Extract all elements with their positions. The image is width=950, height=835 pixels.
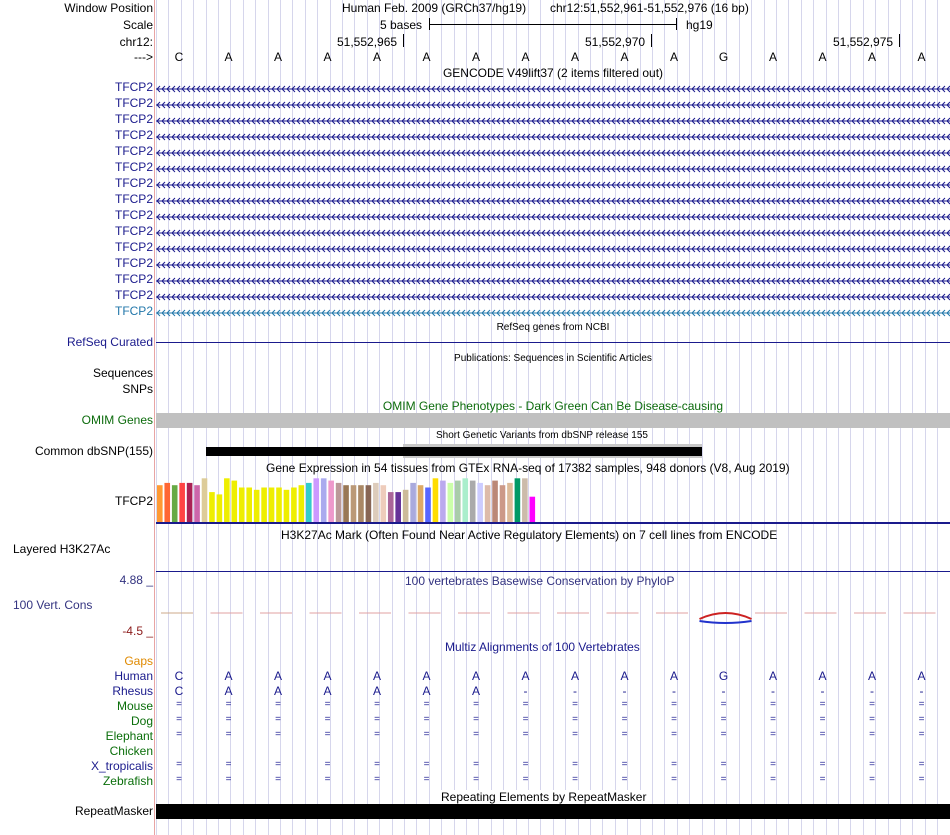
alignment-base: = [572,714,578,725]
alignment-base: A [620,669,629,683]
gencode-gene-label[interactable]: TFCP2 [114,304,153,318]
cons-trough [700,621,752,623]
alignment-base: = [770,759,776,770]
gencode-gene-label[interactable]: TFCP2 [114,256,153,270]
gtex-tissue-bar[interactable] [470,481,476,522]
base-letter: A [867,50,876,64]
alignment-base: = [176,714,182,725]
repeatmasker-bar[interactable] [156,804,950,819]
alignment-base: = [572,774,578,785]
alignment-base: A [323,684,332,698]
alignment-base: = [621,729,628,740]
gencode-transcript[interactable] [156,195,950,205]
base-letter: C [174,50,184,64]
alignment-base: = [374,699,380,710]
gtex-tissue-bar[interactable] [366,485,372,522]
alignment-base: = [225,759,232,770]
gtex-gene-label[interactable]: TFCP2 [114,494,153,508]
gtex-tissue-bar[interactable] [485,485,491,522]
multiz-title[interactable]: Multiz Alignments of 100 Vertebrates [445,640,640,654]
gtex-tissue-bar[interactable] [299,485,305,522]
refseq-line[interactable] [156,342,950,343]
alignment-base: = [572,759,578,770]
alignment-base: = [720,714,727,725]
alignment-base: = [522,699,529,710]
gencode-gene-label[interactable]: TFCP2 [114,272,153,286]
assembly-text: Human Feb. 2009 (GRCh37/hg19) [342,1,527,15]
base-letter: A [471,50,480,64]
coord-tick-mark-2 [651,34,652,47]
gtex-tissue-bar[interactable] [217,494,223,522]
alignment-base: - [870,684,874,698]
h3k27ac-label[interactable]: Layered H3K27Ac [13,542,111,556]
strand-arrow-label[interactable]: ---> [134,50,153,64]
gtex-tissue-bar[interactable] [276,488,282,523]
gencode-gene-label[interactable]: TFCP2 [114,128,153,142]
alignment-base: = [275,714,281,725]
alignment-base: G [718,669,729,683]
alignment-base: = [770,774,776,785]
alignment-base: A [867,669,876,683]
alignment-base: A [273,669,282,683]
alignment-base: = [324,699,331,710]
alignment-base: = [720,774,727,785]
species-label[interactable]: Chicken [109,744,153,758]
gencode-transcript[interactable] [156,227,950,237]
alignment-base: = [423,699,430,710]
omim-bar[interactable] [156,413,950,428]
refseq-title[interactable]: RefSeq genes from NCBI [496,322,610,333]
alignment-base: = [176,699,182,710]
gtex-tissue-bar[interactable] [291,488,297,523]
alignment-base: = [374,729,380,740]
cons-min-label: -4.5 _ [122,624,153,638]
gtex-tissue-bar[interactable] [395,492,401,522]
species-label[interactable]: Zebrafish [102,774,153,788]
dbsnp-label[interactable]: Common dbSNP(155) [34,444,153,458]
alignment-base: = [572,729,578,740]
base-letter: A [620,50,629,64]
gtex-tissue-bar[interactable] [477,483,483,522]
base-letter: A [818,50,827,64]
alignment-base: = [374,759,380,770]
alignment-base: = [918,759,925,770]
alignment-base: = [275,729,281,740]
alignment-base: A [669,669,678,683]
gencode-title[interactable]: GENCODE V49lift37 (2 items filtered out) [442,66,664,80]
alignment-base: = [720,759,727,770]
alignment-base: = [522,714,529,725]
alignment-base: - [622,684,627,698]
cons-title[interactable]: 100 vertebrates Basewise Conservation by PhyloP [405,574,675,588]
alignment-base: C [174,684,184,698]
alignment-base: = [621,699,628,710]
alignment-base: = [176,759,182,770]
gtex-tissue-bar[interactable] [358,485,364,522]
gtex-tissue-bar[interactable] [187,483,193,522]
alignment-base: = [819,714,826,725]
gtex-tissue-bar[interactable] [306,483,312,522]
alignment-base: A [323,669,332,683]
alignment-base: - [523,684,528,698]
gtex-tissue-bar[interactable] [209,492,215,522]
alignment-base: = [671,774,677,785]
alignment-base: = [720,699,727,710]
alignment-base: = [770,714,776,725]
gtex-tissue-bar[interactable] [381,485,387,522]
refseq-label[interactable]: RefSeq Curated [66,335,153,349]
dbsnp-title[interactable]: Short Genetic Variants from dbSNP release 155 [436,430,648,441]
species-label[interactable]: Elephant [105,729,153,743]
base-letter: A [917,50,926,64]
gtex-tissue-bar[interactable] [194,485,200,522]
alignment-base: = [869,774,875,785]
gtex-tissue-bar[interactable] [313,478,319,522]
alignment-base: = [671,729,677,740]
base-letter: A [570,50,579,64]
gtex-tissue-bar[interactable] [269,488,275,523]
gtex-tissue-bar[interactable] [202,478,208,522]
alignment-base: = [324,714,331,725]
omim-label[interactable]: OMIM Genes [81,413,153,427]
alignment-base: = [819,729,826,740]
alignment-base: = [819,774,826,785]
alignment-base: = [324,774,331,785]
gtex-title[interactable]: Gene Expression in 54 tissues from GTEx RNA-seq of 17382 samples, 948 donors (V8, Aug 2019) [266,461,790,475]
gtex-tissue-bar[interactable] [239,488,245,523]
alignment-base: = [671,759,677,770]
alignment-base: = [324,759,331,770]
gencode-gene-label[interactable]: TFCP2 [114,208,153,222]
alignment-base: = [225,729,232,740]
alignment-base: = [770,729,776,740]
scale-bar [429,18,677,30]
gencode-gene-label[interactable]: TFCP2 [114,96,153,110]
gtex-chart[interactable] [156,474,950,524]
alignment-base: = [918,729,925,740]
gtex-tissue-bar[interactable] [224,478,230,522]
gtex-tissue-bar[interactable] [418,485,424,522]
alignment-base: = [671,699,677,710]
alignment-base: = [522,729,529,740]
alignment-base: = [473,729,479,740]
alignment-base: = [473,759,479,770]
gencode-gene-label[interactable]: TFCP2 [114,144,153,158]
label-divider [154,0,155,835]
alignment-base: = [522,759,529,770]
track-labels [0,0,153,835]
gencode-transcript[interactable] [156,147,950,157]
alignment-base: A [570,669,579,683]
scale-text: 5 bases [380,18,423,32]
snps-label[interactable]: SNPs [122,382,153,396]
gtex-tissue-bar[interactable] [388,492,394,522]
alignment-base: A [273,684,282,698]
chrom-label: chr12: [119,35,153,49]
cons-plot[interactable] [156,605,950,630]
alignment-base: = [869,729,875,740]
alignment-base: = [275,699,281,710]
alignment-base: A [224,669,233,683]
gtex-tissue-bar[interactable] [462,478,468,522]
gencode-transcript[interactable] [156,259,950,269]
alignment-base: = [225,699,232,710]
gtex-tissue-bar[interactable] [336,483,342,522]
species-label[interactable]: Mouse [116,699,153,713]
gencode-transcript[interactable] [156,211,950,221]
gtex-tissue-bar[interactable] [530,497,536,522]
alignment-base: = [473,699,479,710]
base-letter: G [718,50,729,64]
alignment-base: = [869,714,875,725]
alignment-base: = [176,774,182,785]
gencode-transcript[interactable] [156,179,950,189]
gtex-tissue-bar[interactable] [433,478,439,522]
alignment-base: = [869,699,875,710]
scale-db-text: hg19 [686,18,713,32]
alignment-base: = [621,759,628,770]
gtex-tissue-bar[interactable] [410,483,416,522]
gtex-tissue-bar[interactable] [403,490,409,522]
cons-max-label: 4.88 _ [119,573,153,587]
gtex-tissue-bar[interactable] [343,485,349,522]
alignment-base: = [671,714,677,725]
gtex-tissue-bar[interactable] [351,485,357,522]
gtex-tissue-bar[interactable] [164,483,170,522]
base-letter: A [768,50,777,64]
gencode-transcript[interactable] [156,83,950,93]
window-position-label: Window Position [64,1,153,15]
cons-peak [700,613,752,619]
base-letter: A [323,50,332,64]
alignment-base: - [919,684,924,698]
alignment-base: = [720,729,727,740]
gencode-gene-label[interactable]: TFCP2 [114,176,153,190]
alignment-base: A [521,669,530,683]
alignment-base: A [372,684,381,698]
base-letter: A [422,50,431,64]
alignment-base: = [522,774,529,785]
species-label[interactable]: X_tropicalis [90,759,153,773]
alignment-base: = [918,774,925,785]
species-label[interactable]: Dog [130,714,153,728]
gtex-tissue-bar[interactable] [455,481,461,522]
gencode-gene-label[interactable]: TFCP2 [114,240,153,254]
alignment-base: = [275,759,281,770]
alignment-base: = [275,774,281,785]
gencode-transcript[interactable] [156,291,950,301]
gtex-baseline [156,522,950,524]
gencode-transcript[interactable] [156,131,950,141]
base-letter: A [669,50,678,64]
gtex-tissue-bar[interactable] [321,478,327,522]
alignment-base: = [819,759,826,770]
dbsnp-variant-bar[interactable] [206,447,702,456]
alignment-base: = [869,759,875,770]
alignment-base: = [473,774,479,785]
alignment-base: = [374,714,380,725]
gtex-tissue-bar[interactable] [515,478,521,522]
gencode-transcript[interactable] [156,307,950,317]
coord-tick-1: 51,552,965 [337,35,398,49]
alignment-base: = [423,759,430,770]
base-letter: A [224,50,233,64]
alignment-base: - [771,684,775,698]
coord-tick-2: 51,552,970 [585,35,646,49]
gaps-label: Gaps [124,654,153,668]
gencode-gene-label[interactable]: TFCP2 [114,112,153,126]
h3k27ac-baseline [156,571,950,572]
alignment-base: A [372,669,381,683]
alignment-base: - [721,684,726,698]
gtex-tissue-bar[interactable] [179,483,185,522]
alignment-base: = [225,714,232,725]
gtex-tissue-bar[interactable] [328,481,334,522]
alignment-base: = [572,699,578,710]
gtex-tissue-bar[interactable] [157,485,163,522]
coord-tick-mark-1 [403,34,404,47]
gtex-tissue-bar[interactable] [284,490,290,522]
repeat-title[interactable]: Repeating Elements by RepeatMasker [441,790,647,804]
gencode-gene-label[interactable]: TFCP2 [114,160,153,174]
species-label[interactable]: Human [114,669,153,683]
alignment-base: A [917,669,926,683]
gtex-tissue-bar[interactable] [507,483,513,522]
alignment-base: A [471,684,480,698]
gtex-tissue-bar[interactable] [172,485,178,522]
gtex-tissue-bar[interactable] [448,483,454,522]
alignment-base: - [820,684,825,698]
gtex-tissue-bar[interactable] [246,488,252,523]
alignment-base: = [918,699,925,710]
coord-tick-3: 51,552,975 [833,35,894,49]
gencode-transcript[interactable] [156,243,950,253]
coord-tick-mark-3 [899,34,900,47]
alignment-base: = [423,774,430,785]
species-label[interactable]: Rhesus [112,684,153,698]
alignment-base: = [423,714,430,725]
alignment-base: = [770,699,776,710]
base-letter: A [521,50,530,64]
omim-title[interactable]: OMIM Gene Phenotypes - Dark Green Can Be Disease-causing [382,399,724,413]
sequences-label[interactable]: Sequences [92,366,153,380]
gtex-tissue-bar[interactable] [440,481,446,522]
alignment-base: = [918,714,925,725]
gencode-transcript[interactable] [156,163,950,173]
gencode-gene-label[interactable]: TFCP2 [114,288,153,302]
pubs-title[interactable]: Publications: Sequences in Scientific Articles [454,353,652,364]
h3k27ac-title[interactable]: H3K27Ac Mark (Often Found Near Active Regulatory Elements) on 7 cell lines from ENCODE [281,528,778,542]
gtex-tissue-bar[interactable] [373,483,379,522]
alignment-base: = [819,699,826,710]
alignment-base: A [224,684,233,698]
gencode-transcript[interactable] [156,115,950,125]
gtex-tissue-bar[interactable] [232,481,238,522]
alignment-base: - [573,684,577,698]
gtex-tissue-bar[interactable] [492,481,498,522]
alignment-base: = [374,774,380,785]
scale-label: Scale [122,18,153,32]
gtex-tissue-bar[interactable] [261,488,267,523]
gtex-tissue-bar[interactable] [500,485,506,522]
alignment-base: A [422,684,431,698]
alignment-base: A [471,669,480,683]
gencode-gene-label[interactable]: TFCP2 [114,192,153,206]
gtex-tissue-bar[interactable] [522,478,528,522]
gtex-tissue-bar[interactable] [254,490,260,522]
alignment-base: - [672,684,676,698]
gencode-gene-label[interactable]: TFCP2 [114,224,153,238]
alignment-base: A [818,669,827,683]
alignment-base: = [621,714,628,725]
gencode-transcript[interactable] [156,99,950,109]
cons-label[interactable]: 100 Vert. Cons [13,598,93,612]
alignment-base: = [225,774,232,785]
alignment-base: = [176,729,182,740]
alignment-base: A [768,669,777,683]
alignment-base: = [473,714,479,725]
base-letter: A [273,50,282,64]
gencode-transcript[interactable] [156,275,950,285]
alignment-base: = [621,774,628,785]
base-letter: A [372,50,381,64]
alignment-base: A [422,669,431,683]
repeatmasker-label[interactable]: RepeatMasker [74,804,153,818]
alignment-base: = [324,729,331,740]
gencode-gene-label[interactable]: TFCP2 [114,80,153,94]
position-text: chr12:51,552,961-51,552,976 (16 bp) [550,1,749,15]
gtex-tissue-bar[interactable] [425,488,431,523]
alignment-base: = [423,729,430,740]
alignment-base: C [174,669,184,683]
